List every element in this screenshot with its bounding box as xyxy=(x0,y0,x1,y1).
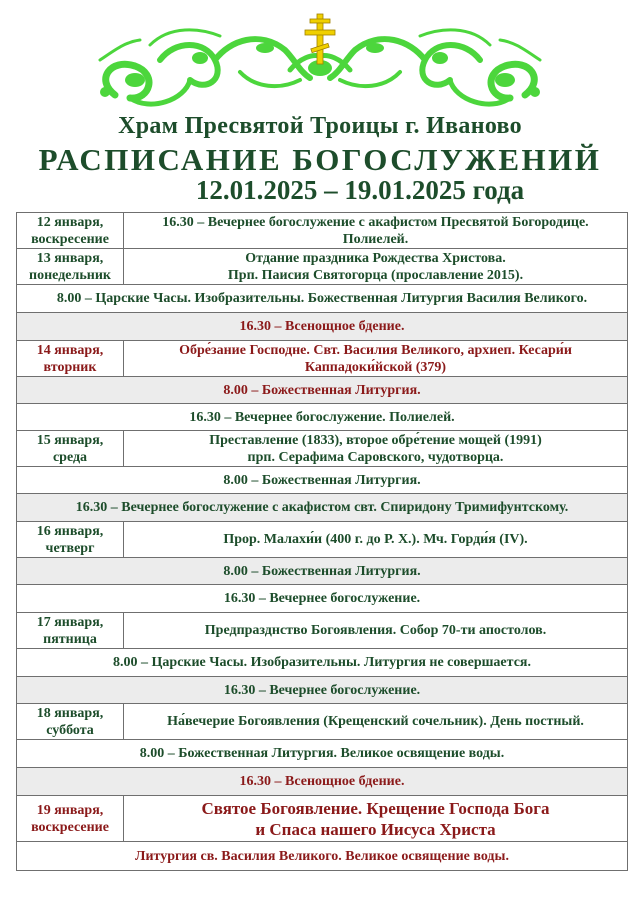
date-range: 12.01.2025 – 19.01.2025 года xyxy=(195,175,525,205)
service-cell: 16.30 – Всенощное бдение. xyxy=(17,768,628,796)
date-cell xyxy=(17,341,124,377)
table-row xyxy=(17,467,628,494)
service-cell: 16.30 – Вечернее богослужение. xyxy=(17,585,628,613)
table-row xyxy=(17,796,628,842)
table-row xyxy=(17,649,628,677)
date-cell xyxy=(17,249,124,285)
service-cell xyxy=(124,522,628,558)
service-cell: 8.00 – Царские Часы. Изобразительны. Литургия не совершается. xyxy=(17,649,628,677)
service-line: 16.30 – Вечернее богослужение с акафистом Пресвятой Богородице. xyxy=(162,214,589,230)
date-cell xyxy=(17,522,124,558)
table-row xyxy=(17,740,628,768)
page-title: РАСПИСАНИЕ БОГОСЛУЖЕНИЙ xyxy=(38,142,602,177)
service-cell xyxy=(124,341,628,377)
service-cell: 8.00 – Царские Часы. Изобразительны. Божественная Литургия Василия Великого. xyxy=(17,285,628,313)
table-row xyxy=(17,613,628,649)
date-weekday: пятница xyxy=(43,631,97,647)
table-row xyxy=(17,677,628,704)
service-cell xyxy=(124,213,628,249)
service-line: На́вечерие Богоявления (Крещенский сочельник). День постный. xyxy=(167,714,584,729)
date-day: 16 января, xyxy=(36,523,104,539)
date-cell xyxy=(17,613,124,649)
service-cell: 16.30 – Вечернее богослужение. xyxy=(17,677,628,704)
church-name: Храм Пресвятой Троицы г. Иваново xyxy=(118,113,522,139)
table-row xyxy=(17,313,628,341)
service-line: Каппадоки́йской (379) xyxy=(304,359,447,375)
date-day: 19 января, xyxy=(36,802,104,818)
service-cell: 16.30 – Вечернее богослужение с акафистом свт. Спиридону Тримифунтскому. xyxy=(17,494,628,522)
service-line: и Спаса нашего Иисуса Христа xyxy=(255,819,496,839)
date-day: 15 января, xyxy=(36,432,104,448)
date-cell xyxy=(17,431,124,467)
table-row xyxy=(17,494,628,522)
schedule-table xyxy=(16,212,628,871)
date-weekday: воскресение xyxy=(31,231,109,247)
service-line: Святое Богоявление. Крещение Господа Бога xyxy=(201,798,550,818)
service-line: Предпразднство Богоявления. Собор 70-ти апостолов. xyxy=(204,623,547,638)
table-row xyxy=(17,404,628,431)
service-cell: 8.00 – Божественная Литургия. xyxy=(17,377,628,404)
date-weekday: вторник xyxy=(43,359,97,375)
table-row xyxy=(17,768,628,796)
table-row xyxy=(17,285,628,313)
date-day: 13 января, xyxy=(36,250,104,266)
service-cell xyxy=(124,796,628,842)
date-cell xyxy=(17,213,124,249)
date-cell xyxy=(17,704,124,740)
service-cell: 16.30 – Вечернее богослужение. Полиелей. xyxy=(17,404,628,431)
date-day: 14 января, xyxy=(36,342,104,358)
service-line: Преставление (1833), второе обре́тение мощей (1991) xyxy=(209,432,542,448)
date-weekday: четверг xyxy=(45,540,95,556)
service-line: Полиелей. xyxy=(342,231,409,247)
service-line: Отдание праздника Рождества Христова. xyxy=(245,250,506,266)
service-cell: 8.00 – Божественная Литургия. Великое освящение воды. xyxy=(17,740,628,768)
date-cell xyxy=(17,796,124,842)
service-cell xyxy=(124,613,628,649)
table-row xyxy=(17,249,628,285)
table-row xyxy=(17,558,628,585)
table-row xyxy=(17,585,628,613)
table-row xyxy=(17,704,628,740)
table-row xyxy=(17,341,628,377)
service-cell: Литургия св. Василия Великого. Великое освящение воды. xyxy=(17,842,628,871)
date-day: 18 января, xyxy=(36,705,104,721)
service-cell xyxy=(124,249,628,285)
service-line: Прор. Малахи́и (400 г. до Р. Х.). Мч. Горди́я (IV). xyxy=(223,532,528,547)
table-row xyxy=(17,213,628,249)
service-cell: 16.30 – Всенощное бдение. xyxy=(17,313,628,341)
table-row xyxy=(17,522,628,558)
service-cell: 8.00 – Божественная Литургия. xyxy=(17,558,628,585)
service-line: прп. Серафима Саровского, чудотворца. xyxy=(247,449,504,465)
date-weekday: суббота xyxy=(46,722,94,738)
table-row xyxy=(17,842,628,871)
date-weekday: понедельник xyxy=(29,267,111,283)
date-weekday: воскресение xyxy=(31,819,109,835)
table-row xyxy=(17,431,628,467)
service-line: Обре́зание Господне. Свт. Василия Великого, архиеп. Кесари́и xyxy=(179,342,572,358)
table-row xyxy=(17,377,628,404)
date-weekday: среда xyxy=(52,449,88,465)
service-line: Прп. Паисия Святогорца (прославление 2015). xyxy=(227,267,524,283)
service-cell xyxy=(124,704,628,740)
service-cell: 8.00 – Божественная Литургия. xyxy=(17,467,628,494)
date-day: 17 января, xyxy=(36,614,104,630)
floral-ornament xyxy=(0,0,640,120)
service-cell xyxy=(124,431,628,467)
date-day: 12 января, xyxy=(36,214,104,230)
